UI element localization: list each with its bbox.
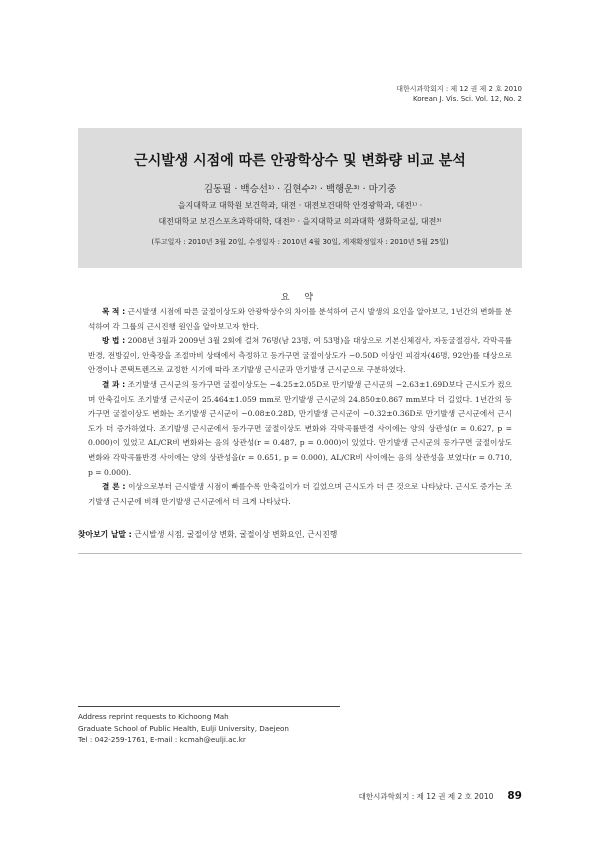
page-number: 89 [507,790,522,802]
journal-header [396,84,522,104]
abstract-results [88,378,512,480]
page-footer [359,790,522,802]
keywords-text: 근시발생 시점, 굴절이상 변화, 굴절이상 변화요인, 근시진행 [134,530,338,539]
abstract-purpose [88,305,512,334]
keywords [78,529,522,540]
paper-title: 근시발생 시점에 따른 안광학상수 및 변화량 비교 분석 [134,153,466,169]
results-text: 조기발생 근시군의 등가구면 굴절이상도는 −4.25±2.05D로 만기발생 근시군의 −2.63±1.69D보다 근시도가 컸으며 안축길이도 조기발생 근시군이 25.464±1.059 mm로 만기발생 근시군의 24.850±0.867 mm보다 더 길었다. 1년간의 등가구면 굴절이상도 변화는 조기발생 근시군이 −0.08±0.28D, 만기발생 근시군이 −0.32±0.36D로 만기발생 근시군에서 근시도가 더 증가하였다. 조기발생 근시군에서 등가구면 굴절이상도 변화와 각막곡률반경 사이에는 양의 상관성(r = 0.627, p = 0.000)이 있었고 AL/CR비 변화와는 음의 상관성(r = 0.487, p = 0.000)이 있었다. 만기발생 근시군의 등가구면 굴절이상도 변화와 각막곡률반경 사이에는 양의 상관성을(r = 0.651, p = 0.000), AL/CR비 사이에는 음의 상관성을 보였다(r = 0.710, p = 0.000). [88,379,512,477]
title-block [78,128,522,268]
author-list: 김동필 · 백승선¹⁾ · 김현수²⁾ · 백행운³⁾ · 마기중 [203,184,397,195]
footer-journal: 대한시과학회지 : 제 12 권 제 2 호 2010 [358,792,494,801]
footnote-line-1: Address reprint requests to Kichoong Mah [78,712,229,721]
abstract-heading: 요 약 [280,293,320,303]
journal-name-korean: 대한시과학회지 : 제 12 권 제 2 호 2010 [396,85,522,93]
submission-dates: (투고일자 : 2010년 3월 20일, 수정일자 : 2010년 4월 30일, 게재확정일자 : 2010년 5월 25일) [151,238,449,246]
purpose-label: 목 적 : [102,307,126,316]
correspondence-footnote [78,711,289,746]
keywords-label: 찾아보기 낱말 : [78,530,132,539]
purpose-text: 근시발생 시점에 따른 굴절이상도와 안광학상수의 차이를 분석하여 근시 발생의 요인을 알아보고, 1년간의 변화를 분석하여 각 그룹의 근시진행 원인을 알아보고자 한다. [88,307,512,331]
journal-name-english: Korean J. Vis. Sci. Vol. 12, No. 2 [413,95,522,103]
footnote-line-2: Graduate School of Public Health, Eulji University, Daejeon [78,723,289,733]
conclusion-text: 이상으로부터 근시발생 시점이 빠를수록 안축길이가 더 길었으며 근시도가 더 큰 것으로 나타났다. 근시도 증가는 조기발생 근시군에 비해 만기발생 근시군에서 더 크게 나타났다. [88,482,512,506]
abstract-methods [88,334,512,378]
affiliation-line-2: 대전대학교 보건스포츠과학대학, 대전²⁾ · 을지대학교 의과대학 생화학교실, 대전³⁾ [158,217,442,226]
methods-text: 2008년 3월과 2009년 3월 2회에 걸쳐 76명(남 23명, 여 53명)을 대상으로 기본신체검사, 자동굴절검사, 각막곡률반경, 전방깊이, 안축장을 조절마비 상태에서 측정하고 등가구면 굴절이상도가 −0.50D 이상인 피검자(46명, 92안)를 대상으로 안경이나 콘택트렌즈로 교정한 시기에 따라 조기발생 근시군과 만기발생 근시군으로 구분하였다. [88,336,513,375]
results-label: 결 과 : [102,379,126,389]
abstract-body [88,305,512,509]
methods-label: 방 법 : [102,336,126,346]
affiliation-line-1: 을지대학교 대학원 보건학과, 대전 · 대전보건대학 안경광학과, 대전¹⁾ · [177,201,423,210]
footnote-line-3: Tel : 042-259-1761, E-mail : kcmah@eulji.ac.kr [78,735,246,744]
footnote-rule [78,706,340,707]
conclusion-label: 결 론 : [102,482,126,492]
section-divider [78,553,522,554]
abstract-conclusion [88,480,512,509]
